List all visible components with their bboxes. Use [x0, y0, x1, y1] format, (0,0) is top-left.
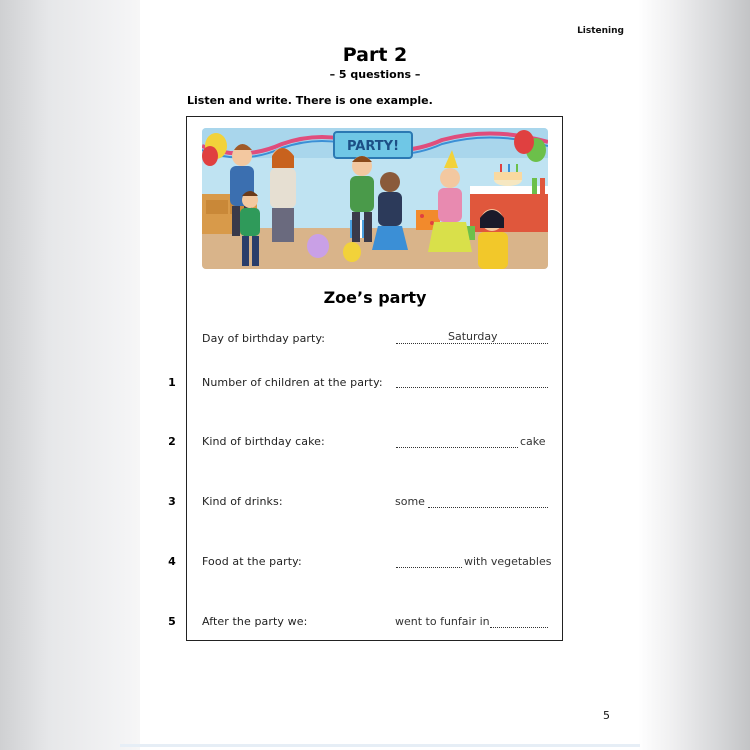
- question-4-answer-field[interactable]: [396, 567, 462, 568]
- question-2-suffix: cake: [520, 435, 546, 448]
- page-subtitle: – 5 questions –: [329, 68, 421, 81]
- question-5-answer-field[interactable]: [490, 627, 548, 628]
- question-3-prefix: some: [395, 495, 425, 508]
- question-3-label: Kind of drinks:: [202, 495, 283, 508]
- question-5-prefix: went to funfair in: [395, 615, 490, 628]
- banner-text: PARTY!: [346, 139, 400, 154]
- question-1-number: 1: [168, 376, 176, 389]
- party-banner: [334, 132, 412, 158]
- book-edge: [638, 0, 750, 750]
- example-answer-line: [396, 343, 548, 344]
- question-5-label: After the party we:: [202, 615, 308, 628]
- question-5-number: 5: [168, 615, 176, 628]
- instruction-text: Listen and write. There is one example.: [187, 94, 433, 107]
- question-2-number: 2: [168, 435, 176, 448]
- question-3-number: 3: [168, 495, 176, 508]
- book-gutter: [0, 0, 140, 750]
- page-title: Part 2: [342, 44, 408, 66]
- question-4-label: Food at the party:: [202, 555, 302, 568]
- question-3-answer-field[interactable]: [428, 507, 548, 508]
- question-1-label: Number of children at the party:: [202, 376, 383, 389]
- example-answer: Saturday: [448, 330, 498, 343]
- question-1-answer-field[interactable]: [396, 387, 548, 388]
- example-label: Day of birthday party:: [202, 332, 326, 345]
- form-heading: Zoe’s party: [323, 288, 427, 307]
- page-bottom-rule: [120, 744, 640, 747]
- page-number: 5: [603, 709, 610, 722]
- question-2-label: Kind of birthday cake:: [202, 435, 325, 448]
- question-2-answer-field[interactable]: [396, 447, 518, 448]
- section-label: Listening: [577, 26, 624, 36]
- question-4-number: 4: [168, 555, 176, 568]
- question-4-suffix: with vegetables: [464, 555, 552, 568]
- party-illustration: [202, 128, 548, 269]
